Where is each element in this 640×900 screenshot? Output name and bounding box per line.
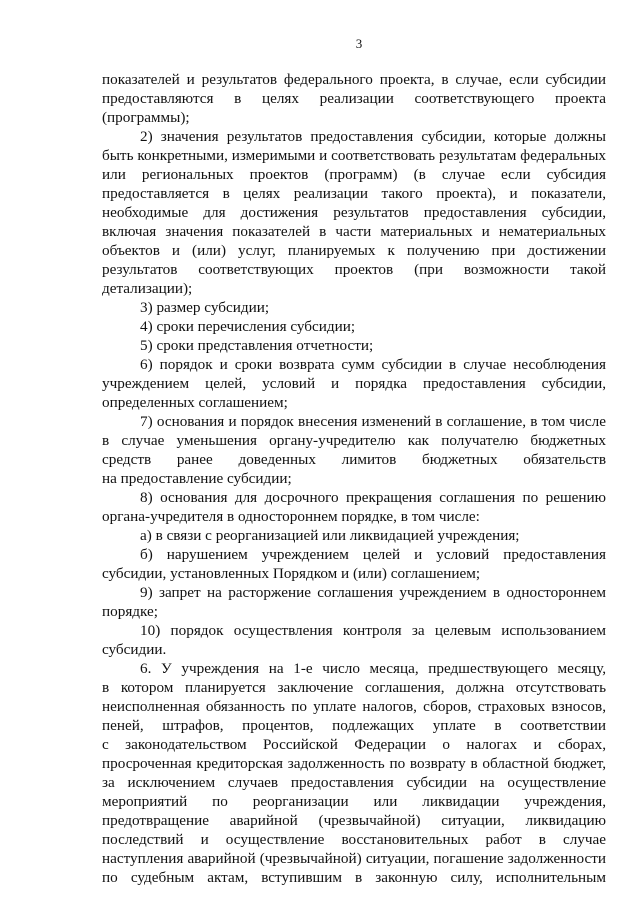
text-line: включая значения показателей в части материальных и нематериальных bbox=[102, 223, 606, 240]
text-line: в котором планируется заключение соглашения, должна отсутствовать bbox=[102, 679, 606, 696]
text-line: в случае уменьшения органу-учредителю как получателю бюджетных bbox=[102, 432, 606, 449]
text-line: просроченная кредиторская задолженность по возврату в областной бюджет, bbox=[102, 755, 606, 772]
text-line: последствий и осуществление восстановительных работ в случае bbox=[102, 831, 606, 848]
text-line: предотвращение аварийной (чрезвычайной) ситуации, ликвидацию bbox=[102, 812, 606, 829]
text-line: 6) порядок и сроки возврата сумм субсидии в случае несоблюдения bbox=[140, 356, 606, 373]
text-line: субсидии, установленных Порядком и (или) соглашением; bbox=[102, 565, 481, 582]
text-line: определенных соглашением; bbox=[102, 394, 288, 411]
text-line: 5) сроки представления отчетности; bbox=[140, 337, 374, 354]
text-line: б) нарушением учреждением целей и условий предоставления bbox=[140, 546, 606, 563]
text-line: 7) основания и порядок внесения изменений в соглашение, в том числе bbox=[140, 413, 606, 430]
text-line: на предоставление субсидии; bbox=[102, 470, 292, 487]
text-line: показателей и результатов федерального проекта, в случае, если субсидии bbox=[102, 71, 606, 88]
text-line: порядке; bbox=[102, 603, 158, 620]
text-line: с законодательством Российской Федерации о налогах и сборах, bbox=[102, 736, 606, 753]
text-line: 8) основания для досрочного прекращения соглашения по решению bbox=[140, 489, 606, 506]
text-line: пеней, штрафов, процентов, подлежащих уплате в соответствии bbox=[102, 717, 606, 734]
text-line: средств ранее доведенных лимитов бюджетных обязательств bbox=[102, 451, 606, 468]
text-line: 6. У учреждения на 1-е число месяца, предшествующего месяцу, bbox=[140, 660, 606, 677]
text-line: учреждением целей, условий и порядка предоставления субсидии, bbox=[102, 375, 606, 392]
text-line: или региональных проектов (программ) (в случае если субсидия bbox=[102, 166, 606, 183]
text-line: органа-учредителя в одностороннем порядке, в том числе: bbox=[102, 508, 480, 525]
body-text bbox=[102, 70, 606, 887]
text-line: предоставляется в целях реализации такого проекта), и показатели, bbox=[102, 185, 606, 202]
text-line: (программы); bbox=[102, 109, 190, 126]
text-line: детализации); bbox=[102, 280, 193, 297]
text-line: объектов и (или) услуг, планируемых к получению при достижении bbox=[102, 242, 606, 259]
page-number: 3 bbox=[355, 36, 363, 51]
text-line: 3) размер субсидии; bbox=[140, 299, 270, 316]
text-line: а) в связи с реорганизацией или ликвидацией учреждения; bbox=[140, 527, 520, 544]
text-line: результатов соответствующих проектов (при возможности такой bbox=[102, 261, 606, 278]
text-line: предоставляются в целях реализации соответствующего проекта bbox=[102, 90, 606, 107]
text-line: 2) значения результатов предоставления субсидии, которые должны bbox=[140, 128, 606, 145]
text-line: субсидии. bbox=[102, 641, 167, 658]
text-line: неисполненная обязанность по уплате налогов, сборов, страховых взносов, bbox=[102, 698, 606, 715]
text-line: быть конкретными, измеримыми и соответствовать результатам федеральных bbox=[102, 147, 606, 164]
text-line: 4) сроки перечисления субсидии; bbox=[140, 318, 356, 335]
text-line: за исключением случаев предоставления субсидии на осуществление bbox=[102, 774, 606, 791]
text-line: необходимые для достижения результатов предоставления субсидии, bbox=[102, 204, 606, 221]
text-line: по судебным актам, вступившим в законную силу, исполнительным bbox=[102, 869, 606, 886]
text-line: 10) порядок осуществления контроля за целевым использованием bbox=[140, 622, 606, 639]
text-line: 9) запрет на расторжение соглашения учреждением в одностороннем bbox=[140, 584, 606, 601]
text-line: мероприятий по реорганизации или ликвидации учреждения, bbox=[102, 793, 606, 810]
text-line: наступления аварийной (чрезвычайной) ситуации, погашение задолженности bbox=[102, 850, 606, 867]
